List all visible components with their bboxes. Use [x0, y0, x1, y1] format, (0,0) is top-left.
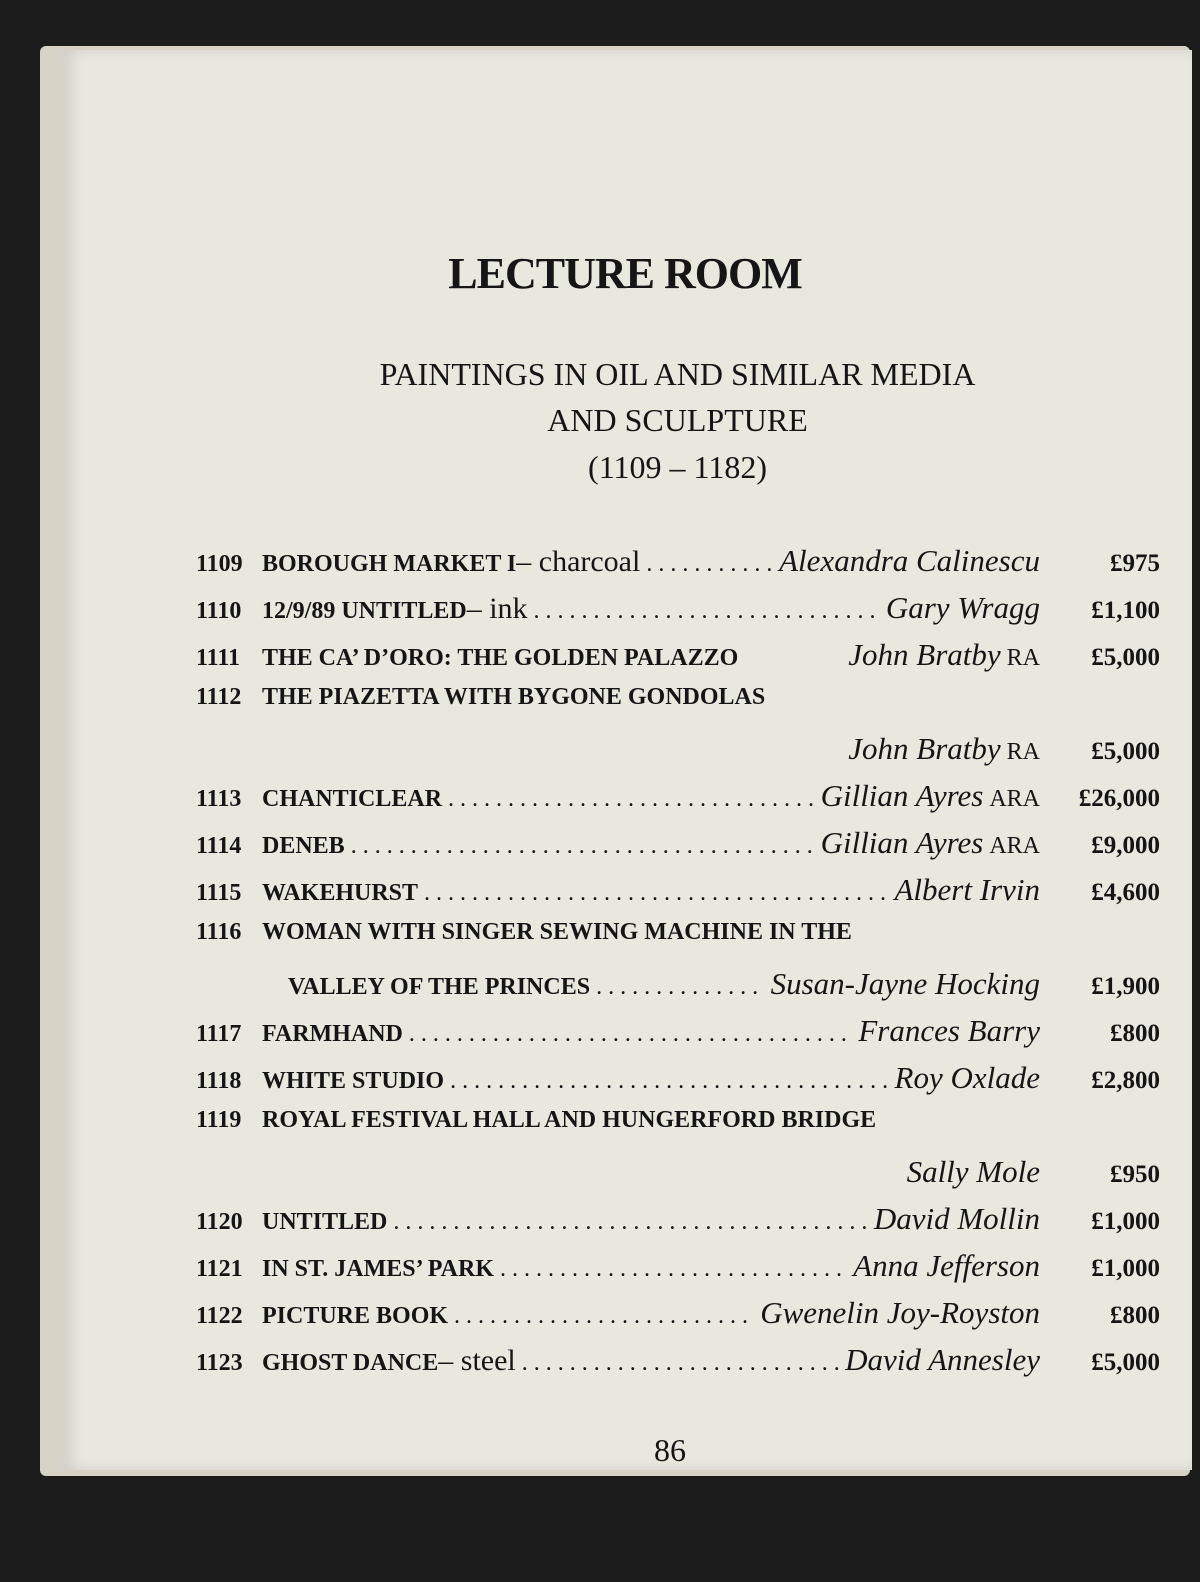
entry-price: £9,000 [1091, 832, 1160, 859]
catalogue-entry [196, 919, 1160, 959]
entry-artist: David Annesley [845, 1342, 1040, 1377]
entry-medium: – steel [438, 1344, 516, 1377]
entry-title: FARMHAND [262, 1021, 403, 1047]
entry-artist: John Bratby [848, 637, 1001, 672]
entry-number: 1120 [196, 1209, 243, 1235]
catalogue-entry [196, 590, 1160, 630]
entry-title: IN ST. JAMES’ PARK [262, 1256, 495, 1282]
leader-dots [448, 786, 815, 813]
entry-number: 1111 [196, 645, 241, 671]
catalogue-entry [196, 1342, 1160, 1382]
entry-price: £1,000 [1091, 1255, 1160, 1282]
entry-number: 1117 [196, 1021, 242, 1047]
leader-dots [351, 833, 815, 860]
artist-honour: ARA [989, 833, 1040, 859]
entry-price: £5,000 [1091, 738, 1160, 765]
entry-number: 1113 [196, 786, 242, 812]
catalogue-entry [196, 1060, 1160, 1100]
entry-number: 1116 [196, 919, 242, 945]
room-title: LECTURE ROOM [448, 249, 802, 298]
entry-title: DENEB [262, 833, 345, 859]
entry-artist: Gwenelin Joy-Royston [760, 1295, 1040, 1330]
entry-artist: Albert Irvin [894, 872, 1040, 907]
entry-title: 12/9/89 UNTITLED [262, 598, 467, 624]
entry-number: 1119 [196, 1107, 242, 1133]
entry-artist: Sally Mole [906, 1154, 1040, 1189]
entry-number: 1115 [196, 880, 242, 906]
leader-dots [393, 1209, 867, 1236]
entry-title: WAKEHURST [262, 880, 419, 906]
catalogue-entry [196, 543, 1160, 583]
section-subtitle-line-2: AND SCULPTURE [547, 402, 808, 438]
catalogue-entry [196, 1201, 1160, 1241]
entry-artist: Alexandra Calinescu [779, 543, 1040, 578]
entry-price: £5,000 [1091, 644, 1160, 671]
entry-title: WOMAN WITH SINGER SEWING MACHINE IN THE [262, 919, 852, 945]
section-subtitle-line-1: PAINTINGS IN OIL AND SIMILAR MEDIA [379, 356, 976, 392]
entry-title: THE PIAZETTA WITH BYGONE GONDOLAS [262, 684, 766, 710]
entry-artist: David Mollin [873, 1201, 1040, 1236]
catalogue-entry [196, 1248, 1160, 1288]
entry-number: 1118 [196, 1068, 242, 1094]
catalogue-entry [196, 1295, 1160, 1335]
leader-dots [424, 880, 888, 907]
entry-artist: Frances Barry [858, 1013, 1040, 1048]
section-number-range: (1109 – 1182) [588, 449, 767, 485]
leader-dots [450, 1068, 888, 1095]
entry-artist: Anna Jefferson [853, 1248, 1040, 1283]
entry-number: 1114 [196, 833, 242, 859]
leader-dots [596, 974, 764, 1001]
entry-title: BOROUGH MARKET I [262, 551, 517, 577]
entry-title: ROYAL FESTIVAL HALL AND HUNGERFORD BRIDGE [262, 1107, 877, 1133]
entry-price: £950 [1110, 1161, 1160, 1188]
artist-honour: RA [1006, 739, 1040, 765]
leader-dots [454, 1303, 754, 1330]
artist-honour: RA [1006, 645, 1040, 671]
entry-title: GHOST DANCE [262, 1350, 439, 1376]
entry-title: PICTURE BOOK [262, 1303, 449, 1329]
catalogue-entry [196, 637, 1160, 677]
catalogue-entry [196, 825, 1160, 865]
entry-medium: – charcoal [516, 545, 641, 578]
leader-dots [534, 598, 880, 625]
entry-price: £800 [1110, 1302, 1160, 1329]
entry-title: CHANTICLEAR [262, 786, 443, 812]
entry-price: £1,900 [1091, 973, 1160, 1000]
catalogue-entry [196, 1013, 1160, 1053]
entry-title: THE CA’ D’ORO: THE GOLDEN PALAZZO [262, 645, 739, 671]
entry-artist: Roy Oxlade [894, 1060, 1040, 1095]
entry-title: UNTITLED [262, 1209, 388, 1235]
leader-dots [500, 1256, 847, 1283]
entry-price: £1,000 [1091, 1208, 1160, 1235]
entry-price: £4,600 [1091, 879, 1160, 906]
entry-number: 1121 [196, 1256, 243, 1282]
entry-price: £2,800 [1091, 1067, 1160, 1094]
entry-price: £800 [1110, 1020, 1160, 1047]
catalogue-entry-continuation [196, 966, 1160, 1006]
catalogue-entry-continuation [196, 1154, 1160, 1194]
artist-honour: ARA [989, 786, 1040, 812]
entry-title-continued: VALLEY OF THE PRINCES [288, 974, 591, 1000]
entry-title: WHITE STUDIO [262, 1068, 445, 1094]
entry-number: 1123 [196, 1350, 243, 1376]
entry-price: £5,000 [1091, 1349, 1160, 1376]
leader-dots [522, 1350, 839, 1377]
entry-price: £26,000 [1078, 785, 1160, 812]
catalogue-entry [196, 1107, 1160, 1147]
leader-dots [646, 551, 773, 578]
entry-number: 1112 [196, 684, 242, 710]
entry-number: 1122 [196, 1303, 243, 1329]
catalogue-entry-continuation [196, 731, 1160, 771]
catalogue-entry [196, 684, 1160, 724]
leader-dots [409, 1021, 852, 1048]
entry-artist: Gillian Ayres [820, 825, 984, 860]
entry-artist: John Bratby [848, 731, 1001, 766]
page-number: 86 [654, 1432, 686, 1468]
entry-number: 1110 [196, 598, 242, 624]
entry-artist: Gillian Ayres [820, 778, 984, 813]
catalogue-entry [196, 778, 1160, 818]
entry-number: 1109 [196, 551, 243, 577]
catalogue-entry [196, 872, 1160, 912]
entry-artist: Gary Wragg [885, 590, 1040, 625]
entry-artist: Susan-Jayne Hocking [770, 966, 1040, 1001]
entry-price: £975 [1110, 550, 1160, 577]
entry-price: £1,100 [1091, 597, 1160, 624]
entry-medium: – ink [466, 592, 528, 625]
